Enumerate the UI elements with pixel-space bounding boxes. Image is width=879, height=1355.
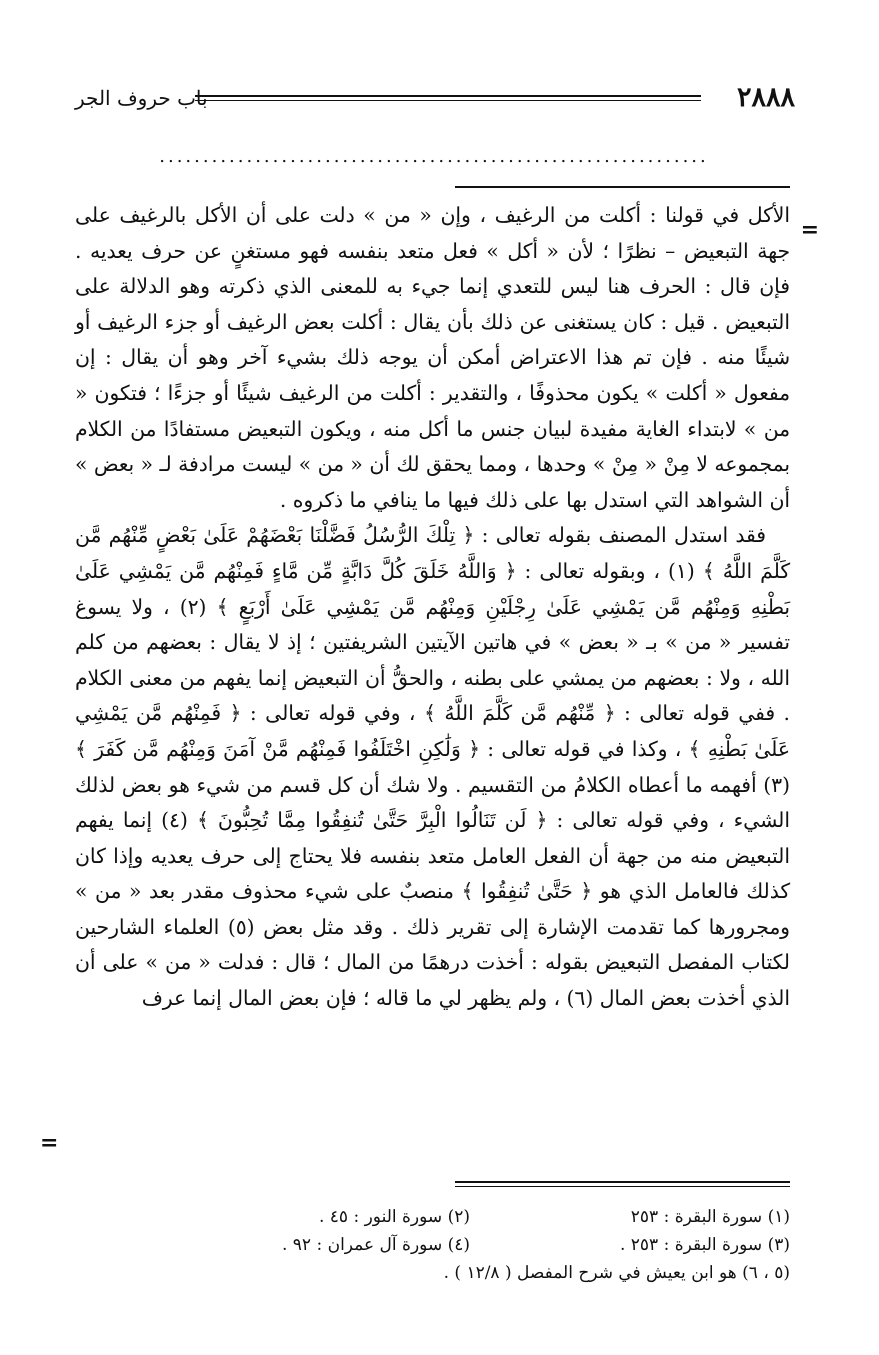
footnote-double-rule [455, 1181, 790, 1187]
footnote-1: (١) سورة البقرة : ٢٥٣ [630, 1207, 790, 1227]
footnote-row [150, 1259, 790, 1287]
continuation-mark-bottom: = [40, 1130, 59, 1156]
paragraph: فقد استدل المصنف بقوله تعالى : ﴿ تِلْكَ الرُّسُلُ فَضَّلْنَا بَعْضَهُمْ عَلَىٰ بَعْضٍ مِّنْهُم مَّن كَلَّمَ اللَّهُ ﴾ (١) ، وبقوله تعالى : ﴿ وَاللَّهُ خَلَقَ كُلَّ دَابَّةٍ مِّن مَّاءٍ فَمِنْهُم مَّن يَمْشِي عَلَىٰ بَطْنِهِ وَمِنْهُم مَّن يَمْشِي عَلَىٰ رِجْلَيْنِ وَمِنْهُم مَّن يَمْشِي عَلَىٰ أَرْبَعٍ ﴾ (٢) ، ولا يسوغ تفسير « من » بـ « بعض » في هاتين الآيتين الشريفتين ؛ إذ لا يقال : بعضهم من كلم الله ، ولا : بعضهم من يمشي على بطنه ، والحقُّ أن التبعيض إنما يفهم من معنى الكلام . ففي قوله تعالى : ﴿ مِّنْهُم مَّن كَلَّمَ اللَّهُ ﴾ ، وفي قوله تعالى : ﴿ فَمِنْهُم مَّن يَمْشِي عَلَىٰ بَطْنِهِ ﴾ ، وكذا في قوله تعالى : ﴿ وَلَٰكِنِ اخْتَلَفُوا فَمِنْهُم مَّنْ آمَنَ وَمِنْهُم مَّن كَفَرَ ﴾ (٣) أفهمه ما أعطاه الكلامُ من التقسيم . ولا شك أن كل قسم من شيء هو بعض لذلك الشيء ، وفي قوله تعالى : ﴿ لَن تَنَالُوا الْبِرَّ حَتَّىٰ تُنفِقُوا مِمَّا تُحِبُّونَ ﴾ (٤) إنما يفهم التبعيض منه من جهة أن الفعل العامل متعد بنفسه فلا يحتاج إلى حرف يعديه وإذا كان كذلك فالعامل الذي هو ﴿ حَتَّىٰ تُنفِقُوا ﴾ منصبٌ على شيء محذوف مقدر بعد « من » ومجرورها كما تقدمت الإشارة إلى تقرير ذلك . وقد مثل بعض (٥) العلماء الشارحين لكتاب المفصل التبعيض بقوله : أخذت درهمًا من المال ؛ قال : فدلت « من » على أن الذي أخذت بعض المال (٦) ، ولم يظهر لي ما قاله ؛ فإن بعض المال إنما عرف [75, 523, 791, 1011]
footnote-row [150, 1231, 790, 1259]
continuation-mark-top: = [800, 217, 819, 243]
dotted-separator: ............................................................... [159, 147, 709, 167]
running-title: باب حروف الجر [75, 86, 208, 110]
main-text [75, 198, 790, 1017]
header-double-rule [195, 95, 701, 101]
paragraph: الأكل في قولنا : أكلت من الرغيف ، وإن « من » دلت على أن الأكل بالرغيف على جهة التبعيض – نظرًا ؛ لأن « أكل » فعل متعد بنفسه فهو مستغنٍ عن حرف يعديه . فإن قال : الحرف هنا ليس للتعدي إنما جيء به للمعنى الذي ذكرته وهو الدلالة على التبعيض . قيل : كان يستغنى عن ذلك بأن يقال : أكلت بعض الرغيف أو جزء الرغيف أو شيئًا منه . فإن تم هذا الاعتراض أمكن أن يوجه ذلك بشيء آخر وهو أن يقال : إن مفعول « أكلت » يكون محذوفًا ، والتقدير : أكلت من الرغيف شيئًا أو جزءًا ؛ فتكون « من » لابتداء الغاية مفيدة لبيان جنس ما أكل منه ، ويكون التبعيض مستفادًا من الكلام بمجموعه لا مِنْ « مِنْ » وحدها ، ومما يحقق لك أن « من » ليست مرادفة لـ « بعض » أن الشواهد التي استدل بها على ذلك فيها ما ينافي ما ذكروه . [75, 203, 790, 512]
footnote-2: (٢) سورة النور : ٤٥ . [318, 1207, 470, 1227]
footnotes [150, 1203, 790, 1287]
footnote-4: (٤) سورة آل عمران : ٩٢ . [281, 1235, 470, 1255]
footnote-row [150, 1203, 790, 1231]
footnote-3: (٣) سورة البقرة : ٢٥٣ . [619, 1235, 790, 1255]
footnote-5-6: (٥ ، ٦) هو ابن يعيش في شرح المفصل ( ١٢/٨ ) . [443, 1263, 790, 1283]
page-header [75, 80, 795, 120]
page-number: ٢٨٨٨ [736, 82, 795, 113]
header-underline-rule [455, 186, 790, 188]
